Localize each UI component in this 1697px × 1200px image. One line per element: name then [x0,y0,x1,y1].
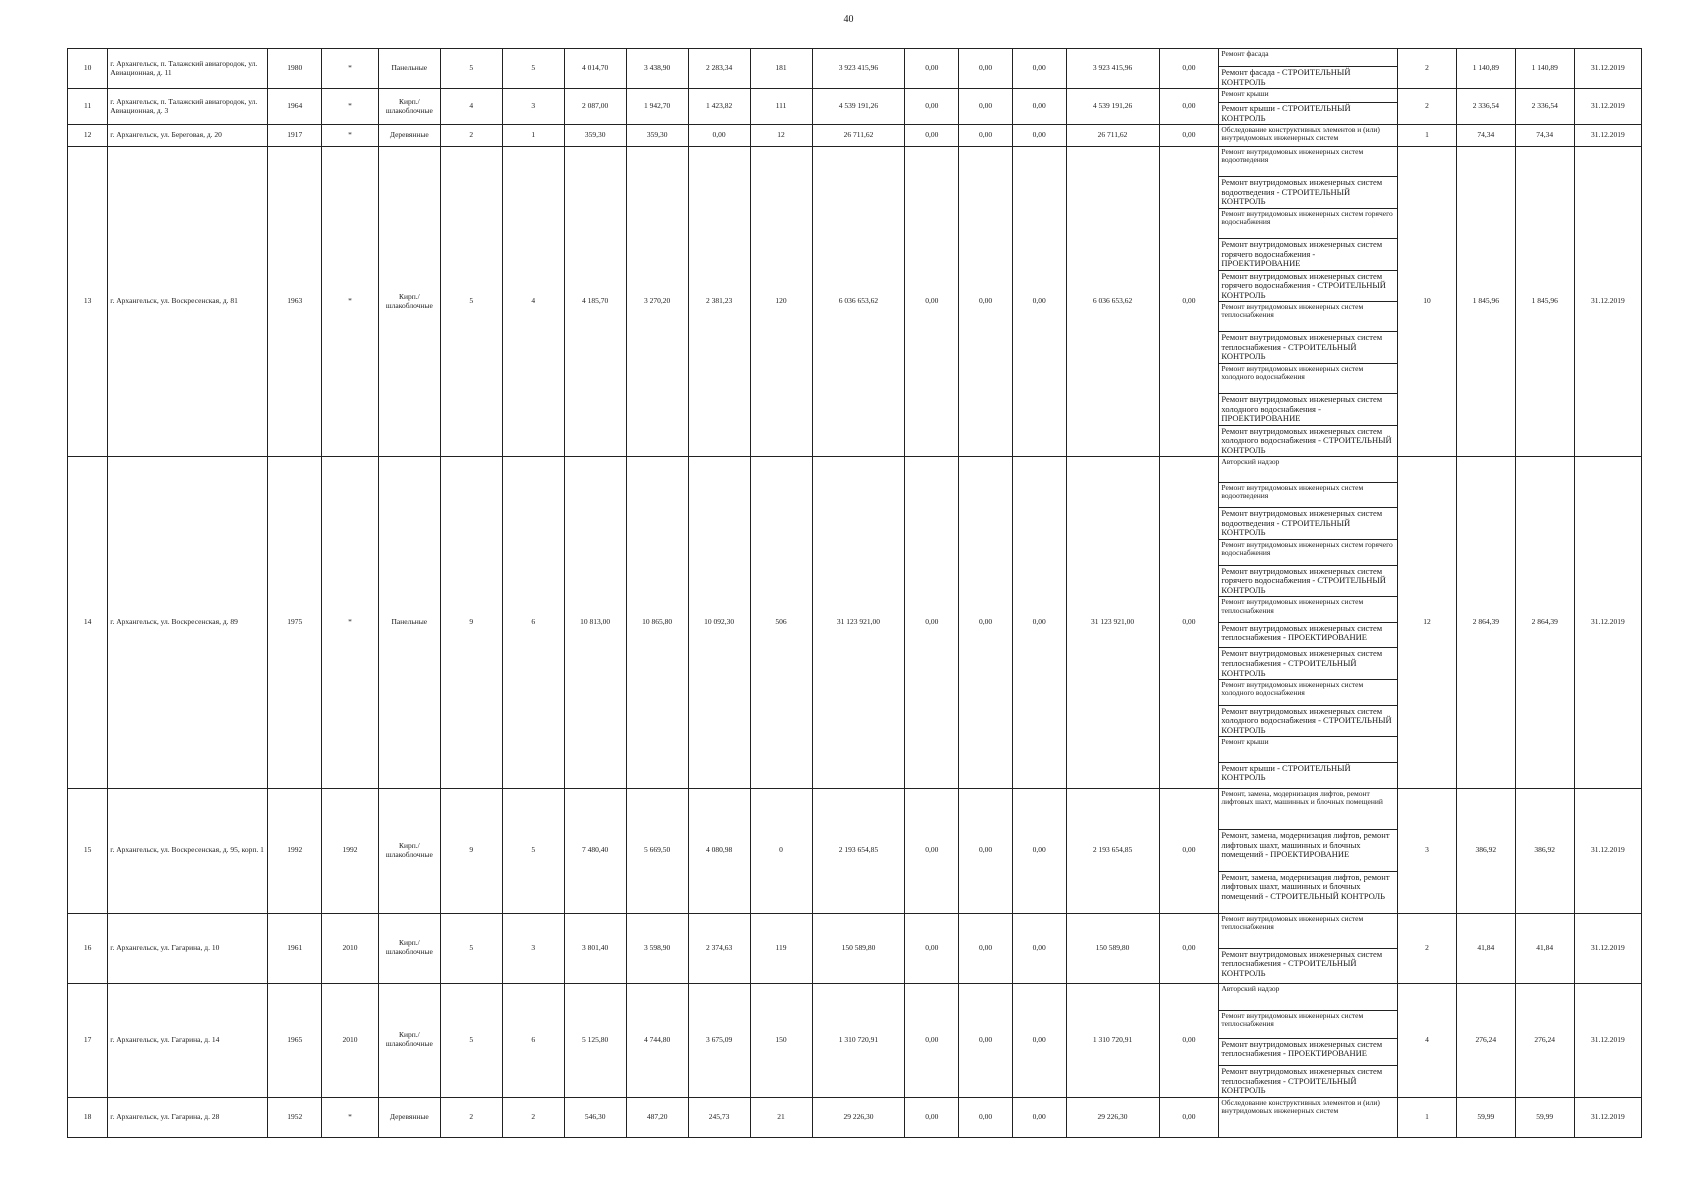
residents-cell: 506 [750,457,812,788]
total-area-cell: 5 125,80 [564,983,626,1097]
floors-cell: 2 [440,1097,502,1137]
wall-material-cell: Кирп./ шлакоблочные [378,147,440,457]
regional-funds-cell: 0,00 [959,147,1013,457]
work-count-cell: 3 [1398,788,1457,913]
works-list [1219,788,1398,913]
work-item: Ремонт, замена, модернизация лифтов, ремонт лифтовых шахт, машинных и блочных помещений - СТРОИТЕЛЬНЫЙ КОНТРОЛЬ [1221,871,1390,901]
entrances-cell: 5 [502,49,564,89]
living-area-cell: 0,00 [688,125,750,147]
premises-area-cell: 3 438,90 [626,49,688,89]
total-area-cell: 546,30 [564,1097,626,1137]
living-area-cell: 245,73 [688,1097,750,1137]
premises-area-cell: 3 598,90 [626,913,688,983]
works-list [1219,983,1398,1097]
work-item: Ремонт внутридомовых инженерных систем теплоснабжения - СТРОИТЕЛЬНЫЙ КОНТРОЛЬ [1219,648,1397,680]
deadline-cell: 31.12.2019 [1574,89,1641,125]
wall-material-cell: Кирп./ шлакоблочные [378,788,440,913]
living-area-cell: 1 423,82 [688,89,750,125]
work-item: Ремонт внутридомовых инженерных систем теплоснабжения - СТРОИТЕЛЬНЫЙ КОНТРОЛЬ [1219,332,1397,364]
work-item: Ремонт внутридомовых инженерных систем водоотведения [1219,147,1397,177]
entrances-cell: 1 [502,125,564,147]
year-renovation-cell: * [322,1097,379,1137]
address-cell: г. Архангельск, ул. Воскресенская, д. 95, корп. 1 [108,788,268,913]
work-item: Обследование конструктивных элементов и (или) внутридомовых инженерных систем [1221,125,1380,143]
work-item: Ремонт внутридомовых инженерных систем теплоснабжения [1219,914,1397,949]
table-row [68,125,1642,147]
federal-funds-cell: 0,00 [905,983,959,1097]
max-unit-cost-cell: 276,24 [1515,983,1574,1097]
max-unit-cost-cell: 74,34 [1515,125,1574,147]
total-cost-cell: 150 589,80 [812,913,905,983]
living-area-cell: 2 283,34 [688,49,750,89]
federal-funds-cell: 0,00 [905,147,959,457]
year-renovation-cell: 2010 [322,983,379,1097]
owners-funds-cell: 29 226,30 [1066,1097,1159,1137]
work-item: Ремонт внутридомовых инженерных систем горячего водоснабжения - СТРОИТЕЛЬНЫЙ КОНТРОЛЬ [1219,271,1397,303]
owners-funds-cell: 150 589,80 [1066,913,1159,983]
total-area-cell: 4 014,70 [564,49,626,89]
work-item: Ремонт крыши [1219,89,1397,103]
work-item: Ремонт внутридомовых инженерных систем теплоснабжения [1219,302,1397,332]
year-built-cell: 1917 [268,125,322,147]
table-row [68,457,1642,788]
regional-funds-cell: 0,00 [959,89,1013,125]
municipal-funds-cell: 0,00 [1012,89,1066,125]
federal-funds-cell: 0,00 [905,49,959,89]
premises-area-cell: 5 669,50 [626,788,688,913]
municipal-funds-cell: 0,00 [1012,49,1066,89]
living-area-cell: 4 080,98 [688,788,750,913]
year-built-cell: 1964 [268,89,322,125]
year-renovation-cell: 2010 [322,913,379,983]
owners-funds-cell: 2 193 654,85 [1066,788,1159,913]
entrances-cell: 5 [502,788,564,913]
max-unit-cost-cell: 1 140,89 [1515,49,1574,89]
regional-funds-cell: 0,00 [959,457,1013,788]
wall-material-cell: Деревянные [378,125,440,147]
work-item: Ремонт внутридомовых инженерных систем холодного водоснабжения - СТРОИТЕЛЬНЫЙ КОНТРОЛЬ [1221,425,1392,455]
unit-cost-cell: 41,84 [1456,913,1515,983]
repair-program-table [67,48,1642,1138]
work-count-cell: 1 [1398,125,1457,147]
wall-material-cell: Деревянные [378,1097,440,1137]
year-built-cell: 1980 [268,49,322,89]
residents-cell: 119 [750,913,812,983]
other-funds-cell: 0,00 [1159,788,1219,913]
owners-funds-cell: 26 711,62 [1066,125,1159,147]
federal-funds-cell: 0,00 [905,913,959,983]
other-funds-cell: 0,00 [1159,913,1219,983]
work-item: Ремонт внутридомовых инженерных систем холодного водоснабжения [1219,364,1397,394]
year-renovation-cell: * [322,147,379,457]
total-area-cell: 359,30 [564,125,626,147]
work-item: Ремонт внутридомовых инженерных систем горячего водоснабжения - ПРОЕКТИРОВАНИЕ [1219,239,1397,271]
works-list [1219,457,1398,788]
wall-material-cell: Кирп./ шлакоблочные [378,913,440,983]
address-cell: г. Архангельск, ул. Гагарина, д. 10 [108,913,268,983]
work-item: Ремонт внутридомовых инженерных систем теплоснабжения [1219,597,1397,623]
max-unit-cost-cell: 2 336,54 [1515,89,1574,125]
unit-cost-cell: 74,34 [1456,125,1515,147]
total-cost-cell: 3 923 415,96 [812,49,905,89]
row-number: 18 [68,1097,108,1137]
work-item: Авторский надзор [1219,984,1397,1012]
work-item: Ремонт внутридомовых инженерных систем теплоснабжения - ПРОЕКТИРОВАНИЕ [1219,1039,1397,1067]
work-count-cell: 2 [1398,913,1457,983]
other-funds-cell: 0,00 [1159,147,1219,457]
year-built-cell: 1965 [268,983,322,1097]
municipal-funds-cell: 0,00 [1012,1097,1066,1137]
row-number: 11 [68,89,108,125]
unit-cost-cell: 2 864,39 [1456,457,1515,788]
table-row [68,89,1642,125]
regional-funds-cell: 0,00 [959,49,1013,89]
year-built-cell: 1975 [268,457,322,788]
table-row [68,49,1642,89]
max-unit-cost-cell: 1 845,96 [1515,147,1574,457]
municipal-funds-cell: 0,00 [1012,147,1066,457]
address-cell: г. Архангельск, п. Талажский авиагородок, ул. Авиационная, д. 3 [108,89,268,125]
row-number: 10 [68,49,108,89]
entrances-cell: 4 [502,147,564,457]
table-row [68,1097,1642,1137]
address-cell: г. Архангельск, ул. Береговая, д. 20 [108,125,268,147]
living-area-cell: 10 092,30 [688,457,750,788]
deadline-cell: 31.12.2019 [1574,457,1641,788]
total-cost-cell: 31 123 921,00 [812,457,905,788]
residents-cell: 0 [750,788,812,913]
other-funds-cell: 0,00 [1159,983,1219,1097]
owners-funds-cell: 31 123 921,00 [1066,457,1159,788]
other-funds-cell: 0,00 [1159,1097,1219,1137]
residents-cell: 120 [750,147,812,457]
address-cell: г. Архангельск, ул. Воскресенская, д. 81 [108,147,268,457]
owners-funds-cell: 3 923 415,96 [1066,49,1159,89]
premises-area-cell: 1 942,70 [626,89,688,125]
page-number: 40 [843,14,854,25]
work-item: Ремонт внутридомовых инженерных систем водоотведения - СТРОИТЕЛЬНЫЙ КОНТРОЛЬ [1219,177,1397,209]
municipal-funds-cell: 0,00 [1012,125,1066,147]
works-list [1219,1097,1398,1137]
work-item: Ремонт, замена, модернизация лифтов, ремонт лифтовых шахт, машинных и блочных помещений [1219,789,1397,831]
deadline-cell: 31.12.2019 [1574,913,1641,983]
address-cell: г. Архангельск, ул. Воскресенская, д. 89 [108,457,268,788]
unit-cost-cell: 1 140,89 [1456,49,1515,89]
work-count-cell: 10 [1398,147,1457,457]
work-count-cell: 2 [1398,49,1457,89]
wall-material-cell: Кирп./ шлакоблочные [378,89,440,125]
residents-cell: 21 [750,1097,812,1137]
address-cell: г. Архангельск, ул. Гагарина, д. 28 [108,1097,268,1137]
row-number: 12 [68,125,108,147]
wall-material-cell: Панельные [378,49,440,89]
year-renovation-cell: * [322,457,379,788]
row-number: 16 [68,913,108,983]
total-cost-cell: 29 226,30 [812,1097,905,1137]
regional-funds-cell: 0,00 [959,913,1013,983]
municipal-funds-cell: 0,00 [1012,913,1066,983]
deadline-cell: 31.12.2019 [1574,1097,1641,1137]
total-cost-cell: 4 539 191,26 [812,89,905,125]
deadline-cell: 31.12.2019 [1574,983,1641,1097]
work-item: Ремонт внутридомовых инженерных систем теплоснабжения - ПРОЕКТИРОВАНИЕ [1219,623,1397,649]
floors-cell: 4 [440,89,502,125]
federal-funds-cell: 0,00 [905,89,959,125]
wall-material-cell: Кирп./ шлакоблочные [378,983,440,1097]
work-item: Ремонт внутридомовых инженерных систем теплоснабжения [1219,1011,1397,1039]
premises-area-cell: 10 865,80 [626,457,688,788]
unit-cost-cell: 276,24 [1456,983,1515,1097]
work-count-cell: 4 [1398,983,1457,1097]
regional-funds-cell: 0,00 [959,125,1013,147]
unit-cost-cell: 59,99 [1456,1097,1515,1137]
work-item: Ремонт внутридомовых инженерных систем горячего водоснабжения [1219,209,1397,239]
work-item: Ремонт внутридомовых инженерных систем водоотведения - СТРОИТЕЛЬНЫЙ КОНТРОЛЬ [1219,508,1397,540]
year-renovation-cell: * [322,89,379,125]
other-funds-cell: 0,00 [1159,49,1219,89]
work-item: Авторский надзор [1219,457,1397,483]
year-built-cell: 1992 [268,788,322,913]
floors-cell: 9 [440,457,502,788]
municipal-funds-cell: 0,00 [1012,983,1066,1097]
works-list [1219,147,1398,457]
floors-cell: 5 [440,49,502,89]
municipal-funds-cell: 0,00 [1012,788,1066,913]
work-item: Ремонт внутридомовых инженерных систем холодного водоснабжения - СТРОИТЕЛЬНЫЙ КОНТРОЛЬ [1219,706,1397,738]
entrances-cell: 6 [502,983,564,1097]
row-number: 17 [68,983,108,1097]
max-unit-cost-cell: 2 864,39 [1515,457,1574,788]
total-area-cell: 3 801,40 [564,913,626,983]
work-item: Ремонт внутридомовых инженерных систем горячего водоснабжения [1219,540,1397,566]
floors-cell: 5 [440,913,502,983]
regional-funds-cell: 0,00 [959,788,1013,913]
work-item: Ремонт внутридомовых инженерных систем холодного водоснабжения - ПРОЕКТИРОВАНИЕ [1219,394,1397,426]
table-row [68,788,1642,913]
work-item: Ремонт внутридомовых инженерных систем теплоснабжения - СТРОИТЕЛЬНЫЙ КОНТРОЛЬ [1221,948,1383,978]
other-funds-cell: 0,00 [1159,89,1219,125]
federal-funds-cell: 0,00 [905,457,959,788]
residents-cell: 150 [750,983,812,1097]
total-cost-cell: 6 036 653,62 [812,147,905,457]
max-unit-cost-cell: 386,92 [1515,788,1574,913]
work-item: Обследование конструктивных элементов и (или) внутридомовых инженерных систем [1221,1097,1380,1115]
premises-area-cell: 4 744,80 [626,983,688,1097]
entrances-cell: 3 [502,89,564,125]
floors-cell: 2 [440,125,502,147]
works-list [1219,49,1398,89]
year-built-cell: 1952 [268,1097,322,1137]
premises-area-cell: 359,30 [626,125,688,147]
floors-cell: 9 [440,788,502,913]
work-item: Ремонт крыши - СТРОИТЕЛЬНЫЙ КОНТРОЛЬ [1221,762,1351,783]
work-item: Ремонт фасада [1219,49,1397,67]
year-renovation-cell: * [322,125,379,147]
total-area-cell: 2 087,00 [564,89,626,125]
works-list [1219,89,1398,125]
work-count-cell: 2 [1398,89,1457,125]
residents-cell: 12 [750,125,812,147]
unit-cost-cell: 386,92 [1456,788,1515,913]
work-item: Ремонт крыши [1219,737,1397,763]
federal-funds-cell: 0,00 [905,125,959,147]
row-number: 15 [68,788,108,913]
works-list [1219,125,1398,147]
premises-area-cell: 3 270,20 [626,147,688,457]
living-area-cell: 2 381,23 [688,147,750,457]
total-area-cell: 4 185,70 [564,147,626,457]
other-funds-cell: 0,00 [1159,457,1219,788]
works-list [1219,913,1398,983]
deadline-cell: 31.12.2019 [1574,788,1641,913]
table-row [68,147,1642,457]
work-item: Ремонт фасада - СТРОИТЕЛЬНЫЙ КОНТРОЛЬ [1221,67,1351,87]
owners-funds-cell: 6 036 653,62 [1066,147,1159,457]
work-count-cell: 1 [1398,1097,1457,1137]
max-unit-cost-cell: 41,84 [1515,913,1574,983]
residents-cell: 111 [750,89,812,125]
deadline-cell: 31.12.2019 [1574,125,1641,147]
deadline-cell: 31.12.2019 [1574,147,1641,457]
work-item: Ремонт внутридомовых инженерных систем водоотведения [1219,483,1397,509]
row-number: 14 [68,457,108,788]
floors-cell: 5 [440,147,502,457]
total-area-cell: 7 480,40 [564,788,626,913]
address-cell: г. Архангельск, п. Талажский авиагородок, ул. Авиационная, д. 11 [108,49,268,89]
table-row [68,983,1642,1097]
table-row [68,913,1642,983]
regional-funds-cell: 0,00 [959,983,1013,1097]
address-cell: г. Архангельск, ул. Гагарина, д. 14 [108,983,268,1097]
total-cost-cell: 2 193 654,85 [812,788,905,913]
work-count-cell: 12 [1398,457,1457,788]
entrances-cell: 3 [502,913,564,983]
municipal-funds-cell: 0,00 [1012,457,1066,788]
total-area-cell: 10 813,00 [564,457,626,788]
deadline-cell: 31.12.2019 [1574,49,1641,89]
entrances-cell: 2 [502,1097,564,1137]
other-funds-cell: 0,00 [1159,125,1219,147]
residents-cell: 181 [750,49,812,89]
wall-material-cell: Панельные [378,457,440,788]
year-renovation-cell: 1992 [322,788,379,913]
work-item: Ремонт внутридомовых инженерных систем теплоснабжения - СТРОИТЕЛЬНЫЙ КОНТРОЛЬ [1221,1066,1383,1096]
unit-cost-cell: 2 336,54 [1456,89,1515,125]
owners-funds-cell: 1 310 720,91 [1066,983,1159,1097]
entrances-cell: 6 [502,457,564,788]
floors-cell: 5 [440,983,502,1097]
owners-funds-cell: 4 539 191,26 [1066,89,1159,125]
work-item: Ремонт внутридомовых инженерных систем горячего водоснабжения - СТРОИТЕЛЬНЫЙ КОНТРОЛЬ [1219,566,1397,598]
living-area-cell: 3 675,09 [688,983,750,1097]
year-built-cell: 1963 [268,147,322,457]
work-item: Ремонт крыши - СТРОИТЕЛЬНЫЙ КОНТРОЛЬ [1221,103,1351,123]
total-cost-cell: 26 711,62 [812,125,905,147]
work-item: Ремонт внутридомовых инженерных систем холодного водоснабжения [1219,680,1397,706]
regional-funds-cell: 0,00 [959,1097,1013,1137]
premises-area-cell: 487,20 [626,1097,688,1137]
year-built-cell: 1961 [268,913,322,983]
federal-funds-cell: 0,00 [905,1097,959,1137]
max-unit-cost-cell: 59,99 [1515,1097,1574,1137]
year-renovation-cell: * [322,49,379,89]
living-area-cell: 2 374,63 [688,913,750,983]
unit-cost-cell: 1 845,96 [1456,147,1515,457]
work-item: Ремонт, замена, модернизация лифтов, ремонт лифтовых шахт, машинных и блочных помещений - ПРОЕКТИРОВАНИЕ [1219,830,1397,872]
total-cost-cell: 1 310 720,91 [812,983,905,1097]
row-number: 13 [68,147,108,457]
federal-funds-cell: 0,00 [905,788,959,913]
